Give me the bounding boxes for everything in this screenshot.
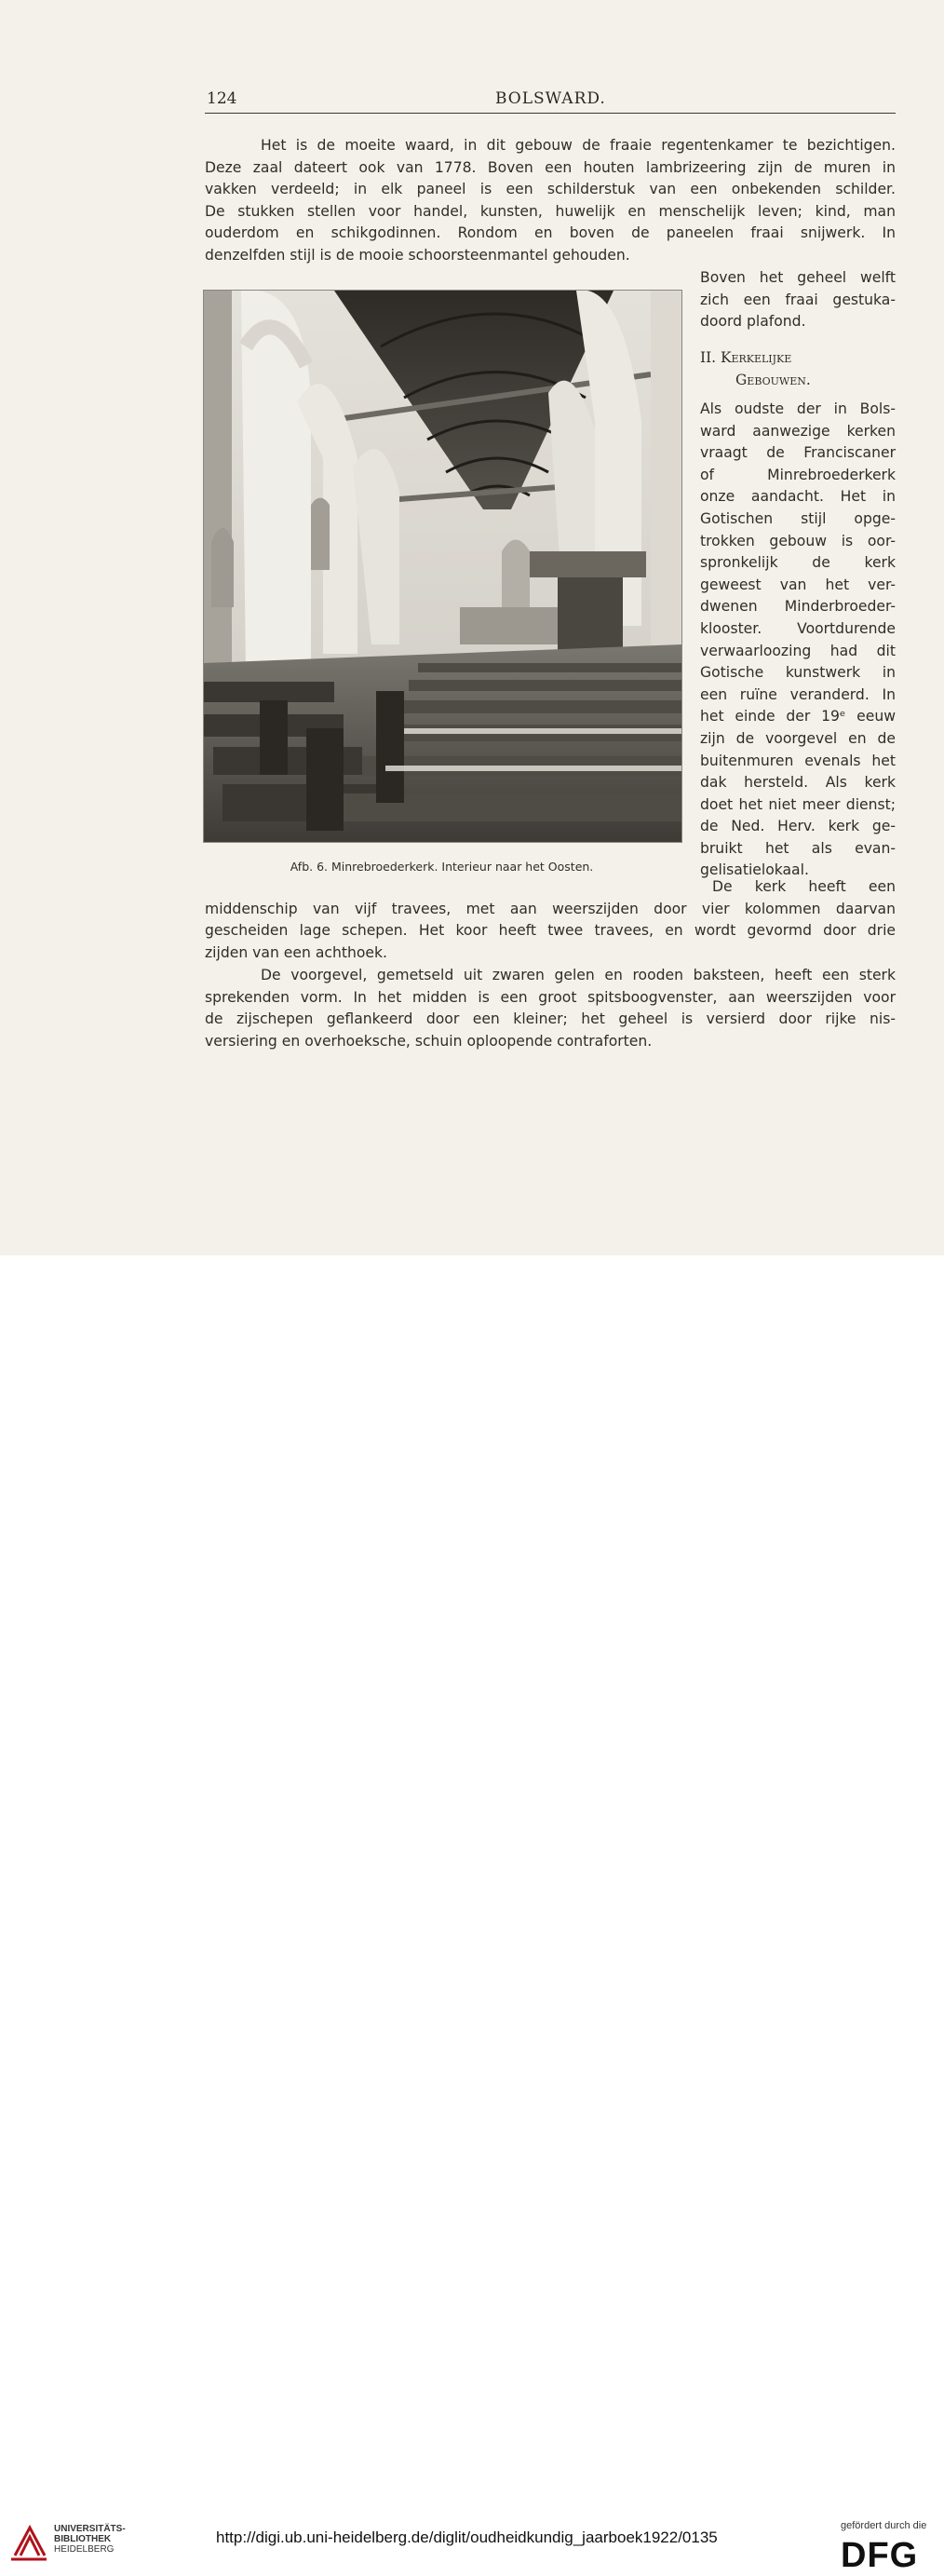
text-line: Als oudste der in Bols- <box>700 400 896 417</box>
text-line: spronkelijk de kerk <box>700 554 896 572</box>
text-line: of Minrebroederkerk <box>700 466 896 483</box>
text-line: doord plafond. <box>700 313 806 331</box>
text-line: doet het niet meer dienst; <box>700 795 896 813</box>
church-interior-photo <box>203 290 682 843</box>
text-line: Het is de moeite waard, in dit gebouw de fraaie regentenkamer te bezichtigen. <box>261 137 896 154</box>
text-line: het einde der 19ᵉ eeuw <box>700 708 896 725</box>
page-number: 124 <box>207 89 237 108</box>
paragraph-plafond <box>700 267 896 333</box>
section-heading-line: Gebouwen. <box>735 372 811 388</box>
text-line: versiering en overhoeksche, schuin oploopende contraforten. <box>205 1032 653 1050</box>
text-line: ward aanwezige kerken <box>700 422 896 440</box>
text-line: trokken gebouw is oor- <box>700 532 896 549</box>
text-line: zijn de voorgevel en de <box>700 729 896 747</box>
text-line: dak hersteld. Als kerk <box>700 774 896 792</box>
text-line: vakken verdeeld; in elk paneel is een schilderstuk van een onbekenden schilder. <box>205 181 896 198</box>
text-line: bruikt het als evan- <box>700 839 896 857</box>
section-heading <box>700 346 896 391</box>
text-line: De voorgevel, gemetseld uit zwaren gelen en rooden baksteen, heeft een sterk <box>261 967 896 983</box>
text-line: zich een fraai gestuka- <box>700 291 896 308</box>
text-line: buitenmuren evenals het <box>700 752 896 769</box>
running-title: BOLSWARD. <box>495 89 606 108</box>
library-name-line: BIBLIOTHEK <box>54 2534 112 2544</box>
library-name-line: UNIVERSITÄTS- <box>54 2524 126 2534</box>
section-heading-line: II. Kerkelijke <box>700 349 792 366</box>
text-line: geweest van het ver- <box>700 576 896 593</box>
text-line: de Ned. Herv. kerk ge- <box>700 818 896 835</box>
text-line: Gotischen stijl opge- <box>700 509 896 527</box>
text-line: gelisatielokaal. <box>700 861 809 879</box>
digitization-footer <box>0 1255 944 2575</box>
book-page <box>0 0 944 1255</box>
figure-caption: Afb. 6. Minrebroederkerk. Interieur naar het Oosten. <box>290 860 594 874</box>
text-line: De stukken stellen voor handel, kunsten, huwelijk en menschelijk leven; kind, man <box>205 202 896 220</box>
text-line: een ruïne veranderd. In <box>700 685 896 703</box>
text-line: ouderdom en schikgodinnen. Rondom en boven de paneelen fraai snijwerk. In <box>205 224 896 242</box>
library-name <box>54 2524 126 2555</box>
text-line: dwenen Minderbroeder- <box>700 598 896 616</box>
funding-label: gefördert durch die <box>841 2520 927 2531</box>
header-rule <box>205 113 896 114</box>
text-line: Gotische kunstwerk in <box>700 664 896 682</box>
library-name-line: HEIDELBERG <box>54 2544 115 2555</box>
text-line: denzelfden stijl is de mooie schoorsteenmantel gehouden. <box>205 246 630 264</box>
text-line: middenschip van vijf travees, met aan weerszijden door vier kolommen daarvan <box>205 900 896 917</box>
university-library-logo-icon <box>7 2520 50 2563</box>
text-line: vraagt de Franciscaner <box>700 444 896 462</box>
text-line: Boven het geheel welft <box>700 269 896 286</box>
text-line: klooster. Voortdurende <box>700 619 896 637</box>
text-line: De kerk heeft een <box>712 878 896 895</box>
text-line: onze aandacht. Het in <box>700 488 896 506</box>
text-line: gescheiden lage schepen. Het koor heeft twee travees, en wordt gevormd door drie <box>205 922 896 940</box>
text-line: sprekenden vorm. In het midden is een groot spitsboogvenster, aan weerszijden voor <box>205 988 896 1006</box>
text-line: zijden van een achthoek. <box>205 943 387 961</box>
text-line: de zijschepen geflankeerd door een kleiner; het geheel is versierd door rijke nis- <box>205 1010 896 1028</box>
text-line: verwaarloozing had dit <box>700 642 896 659</box>
paragraph-minrebroederkerk <box>700 399 896 882</box>
paragraph-middenschip <box>205 876 896 964</box>
paragraph-regentenkamer <box>205 135 896 267</box>
paragraph-voorgevel <box>205 965 896 1052</box>
text-line: Deze zaal dateert ook van 1778. Boven een houten lambrizeering zijn de muren in <box>205 158 896 176</box>
dfg-logo: DFG <box>841 2536 919 2575</box>
source-url-link[interactable]: http://digi.ub.uni-heidelberg.de/diglit/oudheidkundig_jaarboek1922/0135 <box>216 2529 718 2546</box>
